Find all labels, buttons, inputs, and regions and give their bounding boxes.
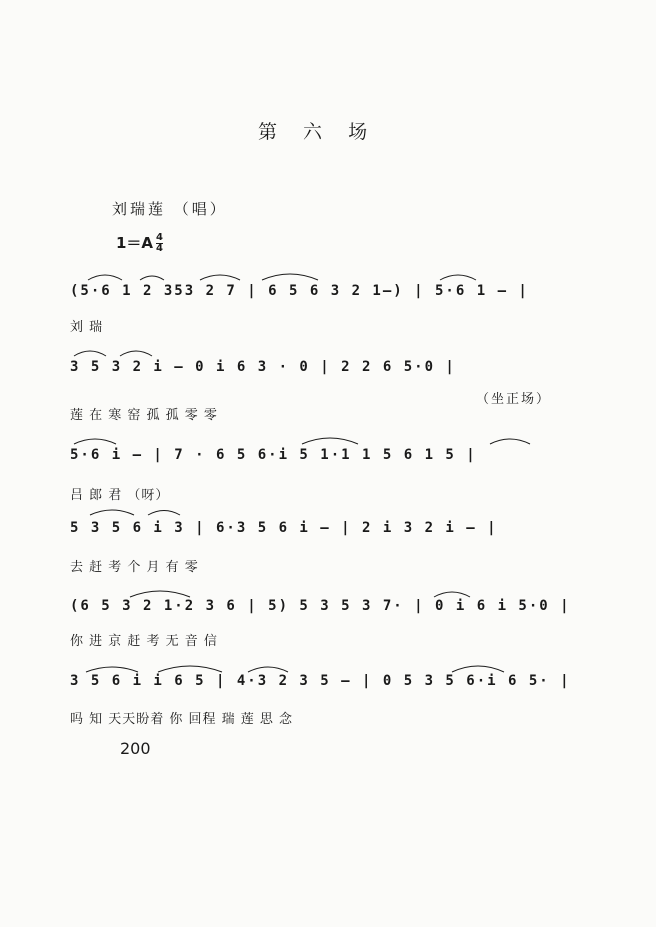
- score-line: 5·6 i — | 7 · 6 5 6·i 5 1·1 1 5 6 1 5 |: [70, 447, 477, 463]
- lyric-line: 刘 瑞: [70, 320, 104, 335]
- lyric-line: 吕 郎 君 （呀）: [70, 488, 170, 503]
- lyric-line: 莲 在 寒 窑 孤 孤 零 零: [70, 408, 218, 423]
- page-number: 200: [120, 739, 151, 758]
- meter-numerator: 4: [156, 232, 164, 243]
- lyric-line: 去 赶 考 个 月 有 零: [70, 560, 199, 575]
- score-line: (6 5 3 2 1·2 3 6 | 5) 5 3 5 3 7· | 0 i 6 i 5·0 |: [70, 598, 571, 614]
- score-line: 5 3 5 6 i 3 | 6·3 5 6 i — | 2 i 3 2 i — |: [70, 520, 498, 536]
- key-signature: [116, 232, 163, 254]
- key-text: 1＝A: [116, 234, 154, 252]
- score-line: (5·6 1 2 353 2 7 | 6 5 6 3 2 1—) | 5·6 1 — |: [70, 283, 529, 299]
- meter-denominator: 4: [156, 243, 164, 254]
- time-signature: [156, 233, 163, 254]
- lyric-line: 吗 知 天天盼着 你 回程 瑞 莲 思 念: [70, 712, 294, 727]
- role-heading: 刘瑞莲 （唱）: [112, 200, 228, 218]
- score-line: 3 5 3 2 i — 0 i 6 3 · 0 | 2 2 6 5·0 |: [70, 359, 456, 375]
- stage-direction: （坐正场）: [476, 392, 552, 407]
- page-title: 第 六 场: [258, 121, 378, 143]
- lyric-line: 你 进 京 赶 考 无 音 信: [70, 634, 218, 649]
- score-line: 3 5 6 i i 6 5 | 4·3 2 3 5 — | 0 5 3 5 6·i 6 5· |: [70, 673, 571, 689]
